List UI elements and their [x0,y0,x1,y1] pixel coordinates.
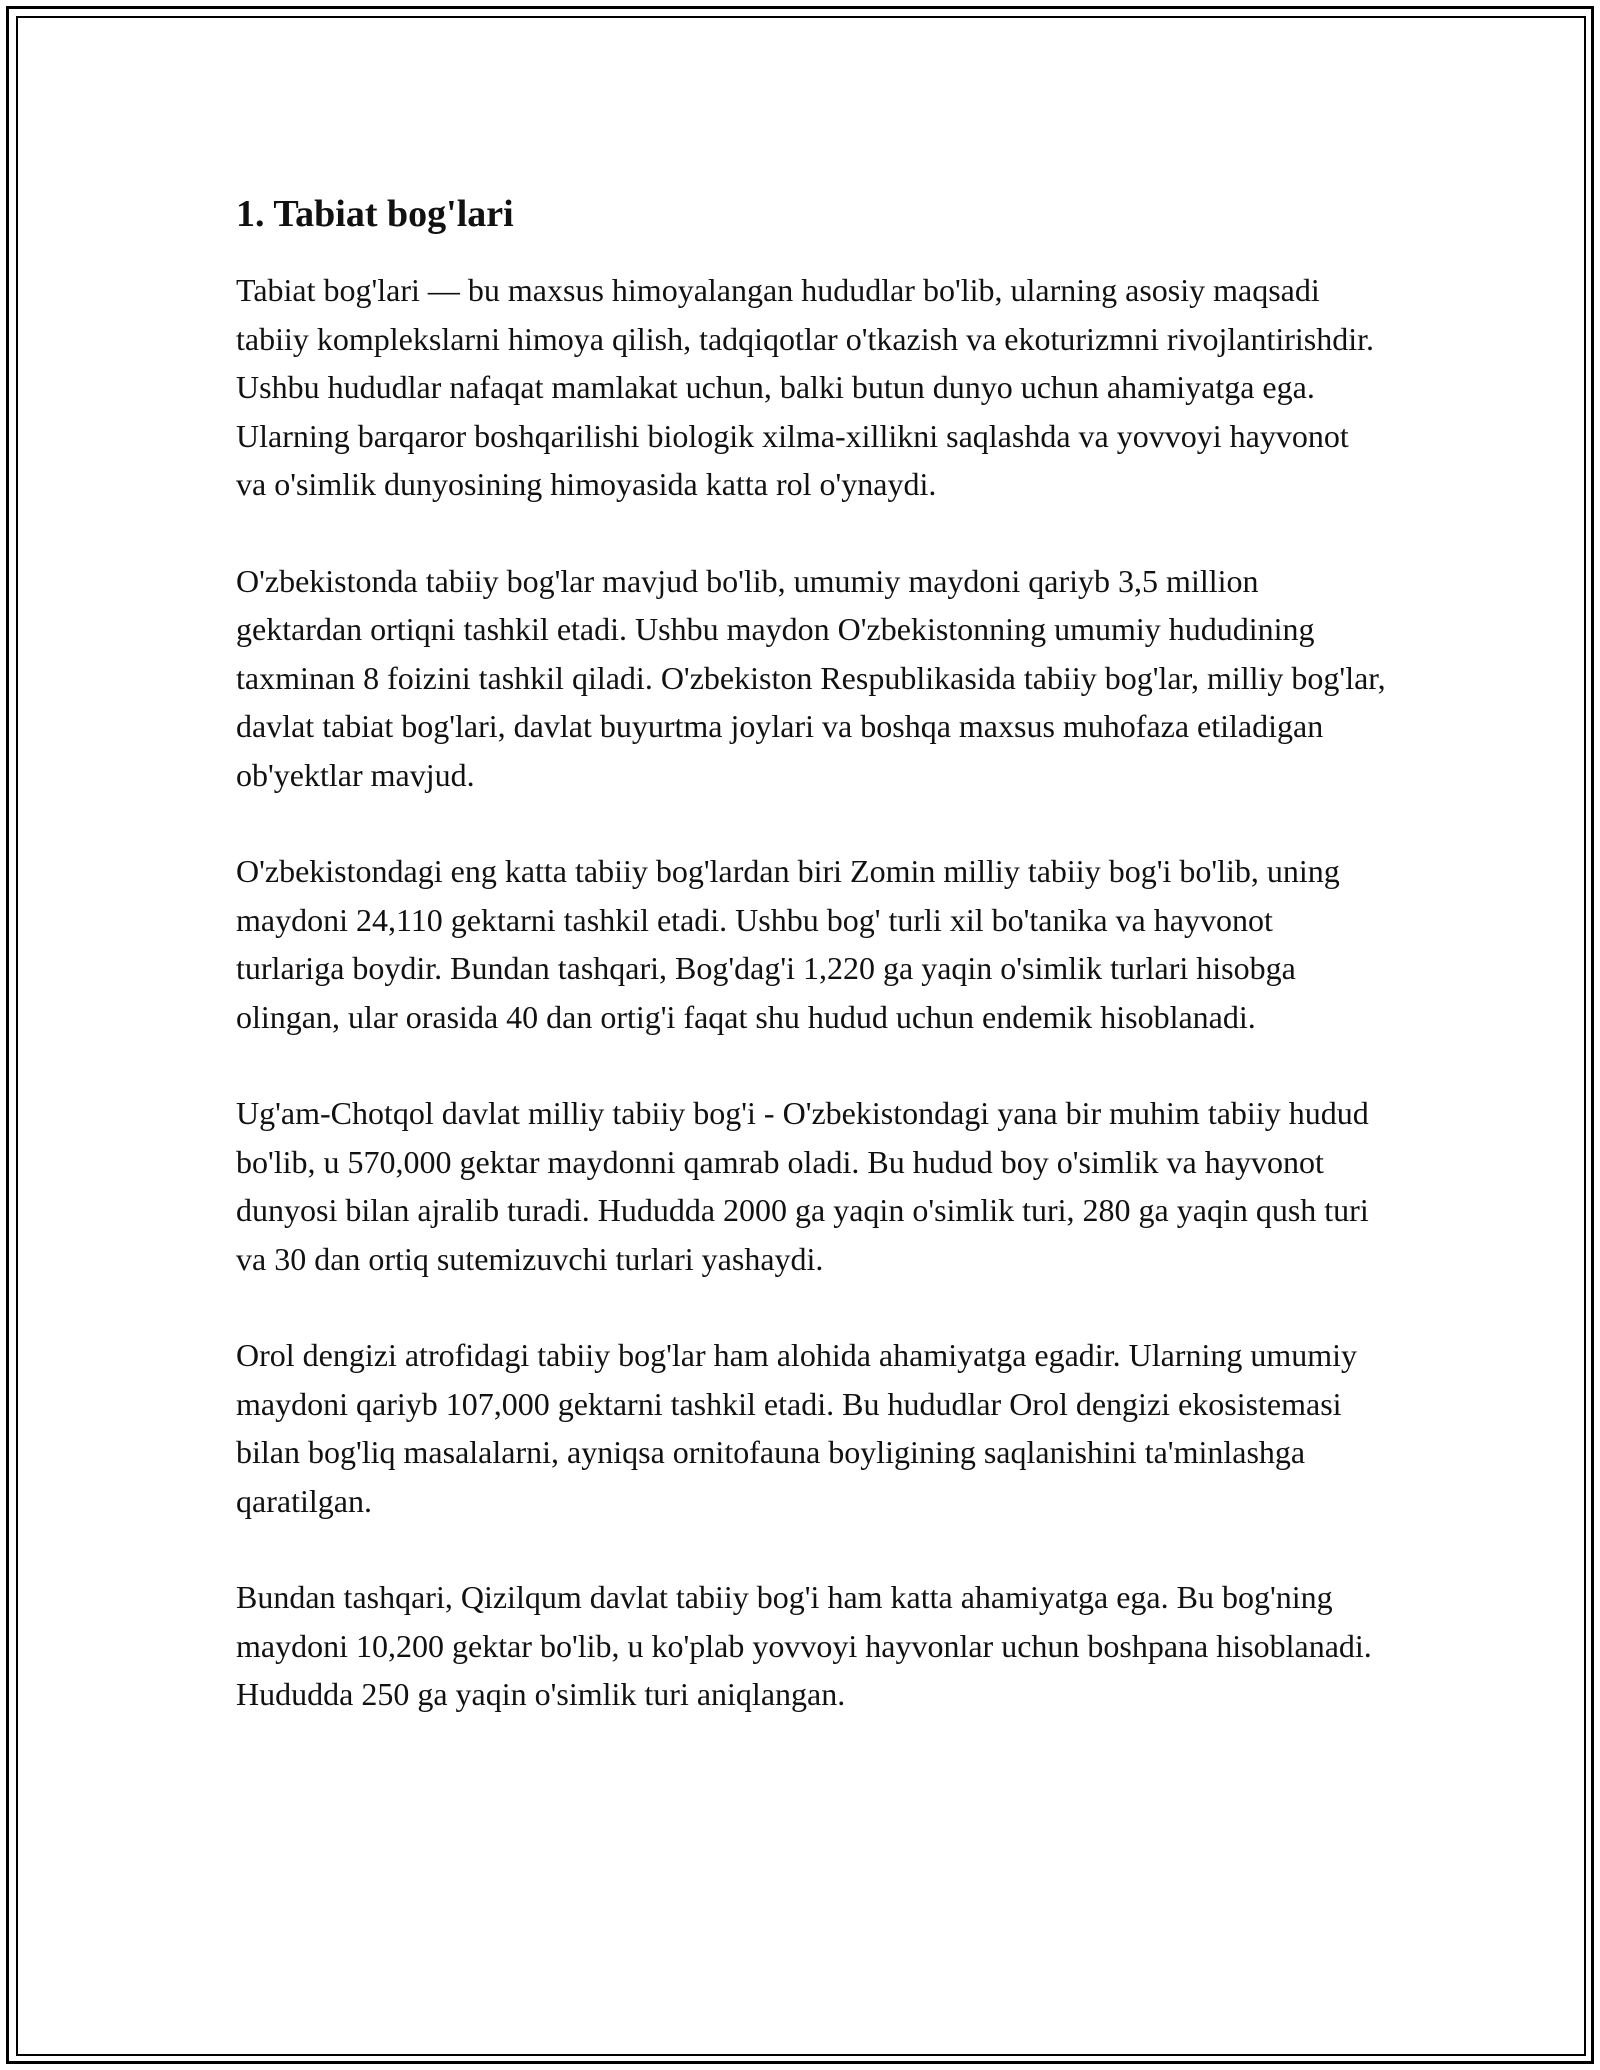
paragraph-intro: Tabiat bog'lari — bu maxsus himoyalangan hududlar bo'lib, ularning asosiy maqsadi tabiiy komplekslarni himoya qilish, tadqiqotlar o'tkazish va ekoturizmni rivojlantirishdir. Ushbu hududlar nafaqat mamlakat uchun, balki butun dunyo uchun ahamiyatga ega. Ularning barqaror boshqarilishi biologik xilma-xillikni saqlashda va yovvoyi hayvonot va o'simlik dunyosining himoyasida katta rol o'ynaydi. [236,272,1375,502]
paragraph-ugam-chotqol: Ug'am-Chotqol davlat milliy tabiiy bog'i - O'zbekistondagi yana bir muhim tabiiy hudud bo'lib, u 570,000 gektar maydonni qamrab oladi. Bu hudud boy o'simlik va hayvonot dunyosi bilan ajralib turadi. Hududda 2000 ga yaqin o'simlik turi, 280 ga yaqin qush turi va 30 dan ortiq sutemizuvchi turlari yashaydi. [236,1095,1369,1277]
section-heading: 1. Tabiat bog'lari [236,193,514,235]
paragraph-qizilqum: Bundan tashqari, Qizilqum davlat tabiiy bog'i ham katta ahamiyatga ega. Bu bog'ning maydoni 10,200 gektar bo'lib, u ko'plab yovvoyi hayvonlar uchun boshpana hisoblanadi. Hududda 250 ga yaqin o'simlik turi aniqlangan. [236,1579,1372,1712]
paragraph-aral-sea: Orol dengizi atrofidagi tabiiy bog'lar ham alohida ahamiyatga egadir. Ularning umumiy maydoni qariyb 107,000 gektarni tashkil etadi. Bu hududlar Orol dengizi ekosistemasi bilan bog'liq masalalarni, ayniqsa ornitofauna boyligining saqlanishini ta'minlashga qaratilgan. [236,1337,1357,1519]
paragraph-uzbekistan-area: O'zbekistonda tabiiy bog'lar mavjud bo'lib, umumiy maydoni qariyb 3,5 million gektardan ortiqni tashkil etadi. Ushbu maydon O'zbekistonning umumiy hududining taxminan 8 foizini tashkil qiladi. O'zbekiston Respublikasida tabiiy bog'lar, milliy bog'lar, davlat tabiat bog'lari, davlat buyurtma joylari va boshqa maxsus muhofaza etiladigan ob'yektlar mavjud. [236,562,1386,793]
paragraph-zomin: O'zbekistondagi eng katta tabiiy bog'lardan biri Zomin milliy tabiiy bog'i bo'lib, uning maydoni 24,110 gektarni tashkil etadi. Ushbu bog' turli xil bo'tanika va hayvonot turlariga boydir. Bundan tashqari, Bog'dag'i 1,220 ga yaqin o'simlik turlari hisobga olingan, ular orasida 40 dan ortig'i faqat shu hudud uchun endemik hisoblanadi. [236,853,1340,1035]
document-body [236,188,1386,1767]
